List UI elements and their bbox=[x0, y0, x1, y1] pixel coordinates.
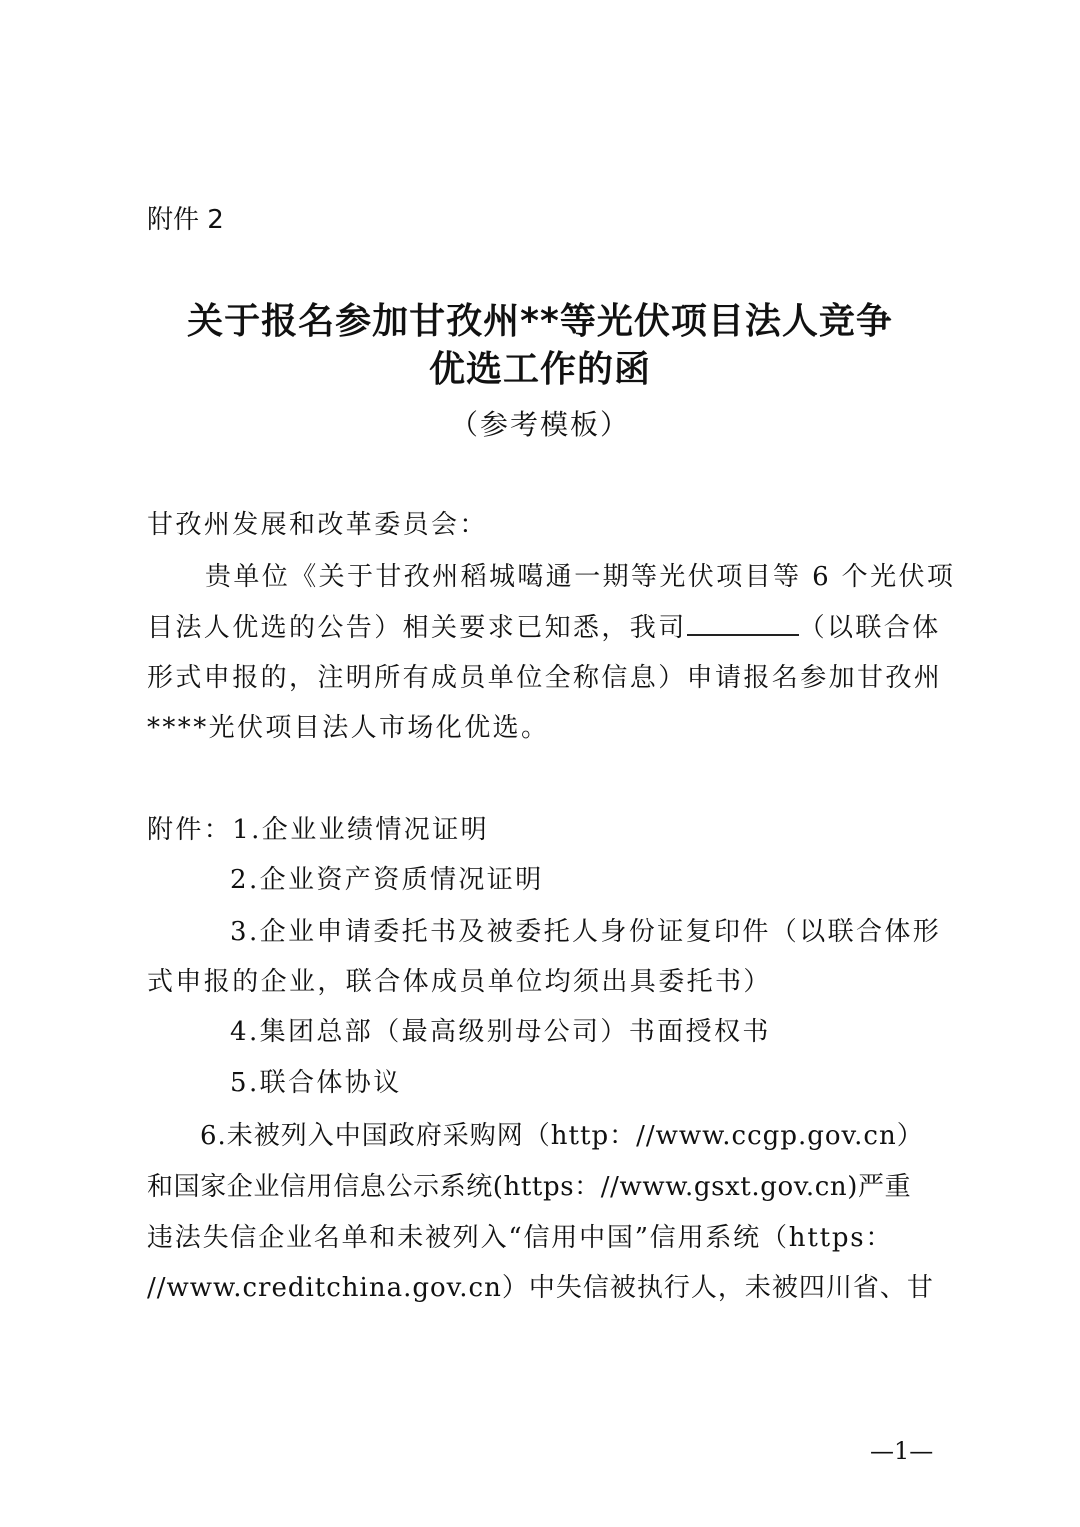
attachment-item: 和国家企业信用信息公示系统(https：//www.gsxt.gov.cn)严重 bbox=[147, 1172, 912, 1202]
attachment-label: 附件 2 bbox=[147, 205, 224, 235]
document-title-line-2: 优选工作的函 bbox=[428, 349, 651, 390]
body-text: （以联合体 bbox=[798, 613, 941, 643]
body-text: 目法人优选的公告）相关要求已知悉，我司 bbox=[147, 613, 687, 643]
body-line: ****光伏项目法人市场化优选。 bbox=[147, 713, 550, 743]
document-subtitle: （参考模板） bbox=[449, 408, 630, 441]
page-number: —1— bbox=[870, 1437, 934, 1465]
attachment-item: 附件：1.企业业绩情况证明 bbox=[147, 815, 490, 845]
salutation: 甘孜州发展和改革委员会： bbox=[147, 510, 488, 540]
attachment-item: 4.集团总部（最高级别母公司）书面授权书 bbox=[230, 1017, 771, 1047]
attachment-item: 5.联合体协议 bbox=[230, 1068, 402, 1098]
attachment-item: 2.企业资产资质情况证明 bbox=[230, 865, 544, 895]
attachment-item: //www.creditchina.gov.cn）中失信被执行人，未被四川省、甘 bbox=[147, 1273, 934, 1303]
body-line bbox=[147, 611, 941, 645]
document-title-line-1: 关于报名参加甘孜州**等光伏项目法人竞争 bbox=[187, 301, 893, 342]
attachment-item: 式申报的企业，联合体成员单位均须出具委托书） bbox=[147, 967, 772, 997]
body-line: 形式申报的，注明所有成员单位全称信息）申请报名参加甘孜州 bbox=[147, 663, 943, 693]
body-line: 贵单位《关于甘孜州稻城噶通一期等光伏项目等 6 个光伏项 bbox=[205, 562, 956, 592]
attachment-item: 6.未被列入中国政府采购网（http：//www.ccgp.gov.cn） bbox=[200, 1121, 924, 1151]
attachment-item: 3.企业申请委托书及被委托人身份证复印件（以联合体形 bbox=[230, 917, 942, 947]
attachment-item: 违法失信企业名单和未被列入“信用中国”信用系统（https： bbox=[147, 1223, 894, 1253]
company-name-blank[interactable] bbox=[687, 612, 799, 636]
